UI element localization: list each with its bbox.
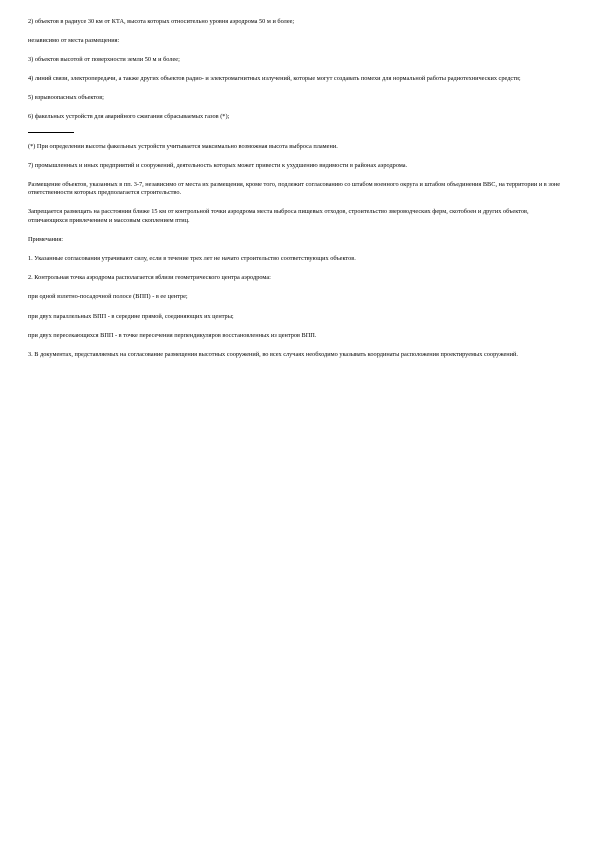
paragraph-coordination: Размещение объектов, указанных в пп. 3-7, независимо от места их размещения, кроме того, подлежит согласованию со штабом военного округа и штабом объединения ВВС, на территории и в зоне ответственности которых предполагается строительство.: [28, 180, 561, 197]
note-1: 1. Указанные согласования утрачивают силу, если в течение трех лет не начато строительство соответствующих объектов.: [28, 255, 356, 263]
note-3: 3. В документах, представляемых на согласование размещения высотных сооружений, во всех случаях необходимо указывать координаты расположения проектируемых сооружений.: [28, 350, 518, 358]
note-2-parallel-runways: при двух параллельных ВПП - в середине прямой, соединяющих их центры;: [28, 312, 234, 320]
note-2: 2. Контрольная точка аэродрома располагается вблизи геометрического центра аэродрома:: [28, 274, 271, 282]
note-2-intersecting-runways: при двух пересекающихся ВПП - в точке пересечения перпендикуляров восстановленных из центров ВПП.: [28, 331, 317, 339]
paragraph-item-4: 4) линий связи, электропередачи, а также других объектов радио- и электромагнитных излучений, которые могут создавать помехи для нормальной работы радиотехнических средств;: [28, 75, 521, 83]
document-page: [28, 18, 568, 370]
notes-heading: Примечания:: [28, 236, 64, 244]
note-2-single-runway: при одной взлетно-посадочной полосе (ВПП) - в ее центре;: [28, 293, 188, 301]
paragraph-item-2: 2) объектов в радиусе 30 км от КТА, высота которых относительно уровня аэродрома 50 м и более;: [28, 18, 295, 25]
footnote-divider: [28, 132, 74, 133]
footnote-text: (*) При определении высоты факельных устройств учитывается максимально возможная высота выброса пламени.: [28, 142, 338, 150]
paragraph-independent-location: независимо от места размещения:: [28, 37, 120, 45]
paragraph-prohibition: Запрещается размещать на расстоянии ближе 15 км от контрольной точки аэродрома места выброса пищевых отходов, строительство звероводческих ферм, скотобоен и других объектов, отличающихся привлечением и массовым скоплением птиц.: [28, 208, 529, 225]
paragraph-item-5: 5) взрывоопасных объектов;: [28, 94, 104, 102]
paragraph-item-6: 6) факельных устройств для аварийного сжигания сбрасываемых газов (*);: [28, 113, 230, 121]
paragraph-item-3: 3) объектов высотой от поверхности земли 50 м и более;: [28, 56, 180, 64]
paragraph-item-7: 7) промышленных и иных предприятий и сооружений, деятельность которых может привести к ухудшению видимости в районах аэродрома.: [28, 161, 408, 169]
